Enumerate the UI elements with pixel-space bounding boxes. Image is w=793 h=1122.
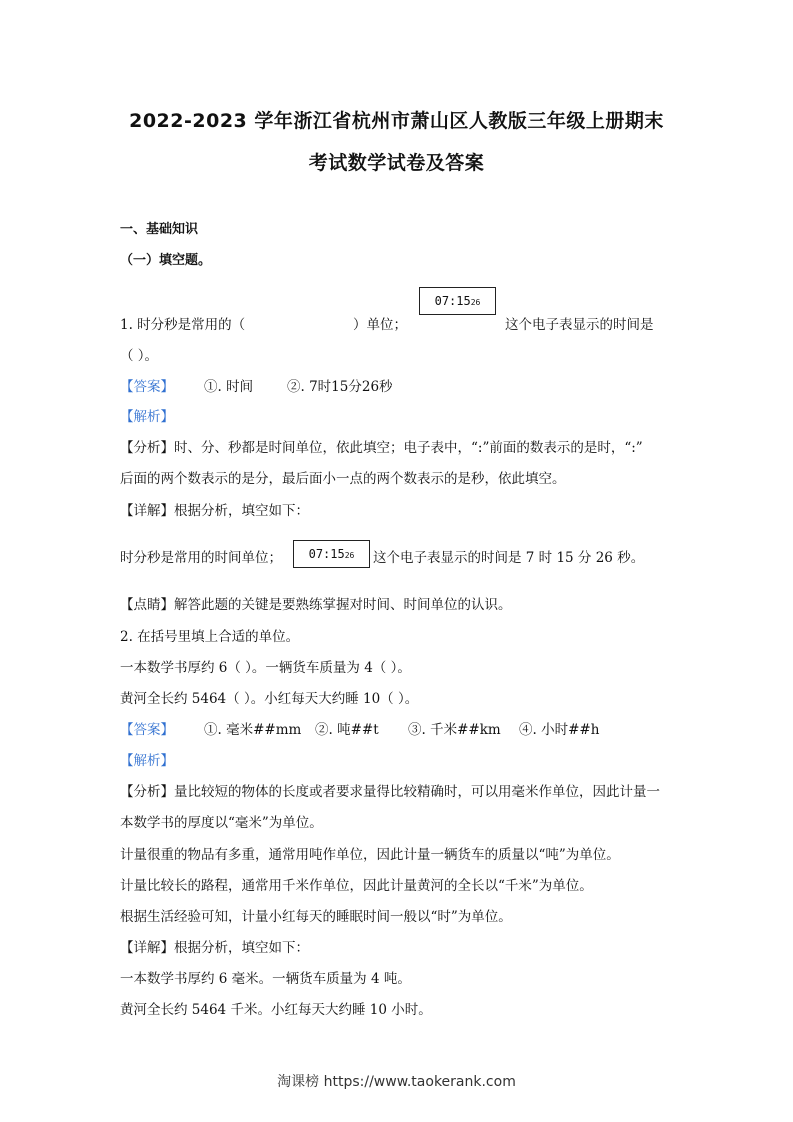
- q1-stem-part1: 1. 时分秒是常用的（: [120, 317, 246, 333]
- q1-clock-image: [419, 287, 496, 315]
- q1-comment: 【点睛】解答此题的关键是要熟练掌握对时间、时间单位的认识。: [120, 597, 512, 613]
- q1-stem-part3: 这个电子表显示的时间是: [505, 317, 654, 333]
- footer-watermark[interactable]: 淘课榜 https://www.taokerank.com: [277, 1074, 516, 1090]
- q2-stem: 2. 在括号里填上合适的单位。: [120, 629, 300, 645]
- q2-analysis-line4: 计量比较长的路程，通常用千米作单位，因此计量黄河的全长以“千米”为单位。: [120, 878, 593, 894]
- q1-stem-line2: （ ）。: [120, 348, 159, 364]
- q2-detail-line1: 一本数学书厚约 6 毫米。一辆货车质量为 4 吨。: [120, 971, 411, 987]
- q1-answer-1: ①. 时间: [204, 379, 254, 395]
- document-title-line2: 考试数学试卷及答案: [308, 152, 485, 174]
- q1-detail-clock-seconds: 26: [344, 550, 355, 560]
- q1-detail-clock-image: [293, 540, 370, 568]
- q2-analysis-line5: 根据生活经验可知，计量小红每天的睡眠时间一般以“时”为单位。: [120, 909, 512, 925]
- q1-analysis-line1: 【分析】时、分、秒都是时间单位，依此填空；电子表中，“:”前面的数表示的是时，“:”: [120, 440, 643, 456]
- q2-analysis-line3: 计量很重的物品有多重，通常用吨作单位，因此计量一辆货车的质量以“吨”为单位。: [120, 847, 620, 863]
- subsection-heading: （一）填空题。: [120, 253, 212, 268]
- document-title-line1: 2022-2023 学年浙江省杭州市萧山区人教版三年级上册期末: [129, 110, 664, 132]
- q1-answer-label: 【答案】: [120, 379, 174, 395]
- q2-fill-line2: 黄河全长约 5464（ ）。小红每天大约睡 10（ ）。: [120, 691, 419, 707]
- q1-stem-part2: ）单位；: [353, 317, 407, 333]
- q1-detail-clock-time: 07:15: [308, 547, 345, 561]
- q1-clock-time: 07:15: [434, 294, 471, 308]
- q2-analysis-line2: 本数学书的厚度以“毫米”为单位。: [120, 815, 323, 831]
- q1-detail-left: 时分秒是常用的时间单位；: [120, 550, 282, 566]
- q2-fill-line1: 一本数学书厚约 6（ ）。一辆货车质量为 4（ ）。: [120, 660, 411, 676]
- q1-detail-right: 这个电子表显示的时间是 7 时 15 分 26 秒。: [373, 550, 645, 566]
- q2-answer-3: ③. 千米##km: [408, 722, 501, 738]
- q2-analysis-line1: 【分析】量比较短的物体的长度或者要求量得比较精确时，可以用毫米作单位，因此计量一: [120, 784, 660, 800]
- q1-answer-2: ②. 7时15分26秒: [287, 379, 393, 395]
- q1-clock-seconds: 26: [470, 297, 481, 307]
- q2-detail-heading: 【详解】根据分析，填空如下：: [120, 940, 309, 956]
- q2-detail-line2: 黄河全长约 5464 千米。小红每天大约睡 10 小时。: [120, 1002, 432, 1018]
- q1-analysis-line2: 后面的两个数表示的是分，最后面小一点的两个数表示的是秒，依此填空。: [120, 471, 566, 487]
- q2-answer-2: ②. 吨##t: [315, 722, 379, 738]
- q2-answer-label: 【答案】: [120, 722, 174, 738]
- q1-jiexi-label: 【解析】: [120, 409, 174, 425]
- q2-answer-1: ①. 毫米##mm: [204, 722, 302, 738]
- q1-detail-heading: 【详解】根据分析，填空如下：: [120, 503, 309, 519]
- q2-jiexi-label: 【解析】: [120, 753, 174, 769]
- section-heading: 一、基础知识: [120, 222, 199, 237]
- q2-answer-4: ④. 小时##h: [519, 722, 600, 738]
